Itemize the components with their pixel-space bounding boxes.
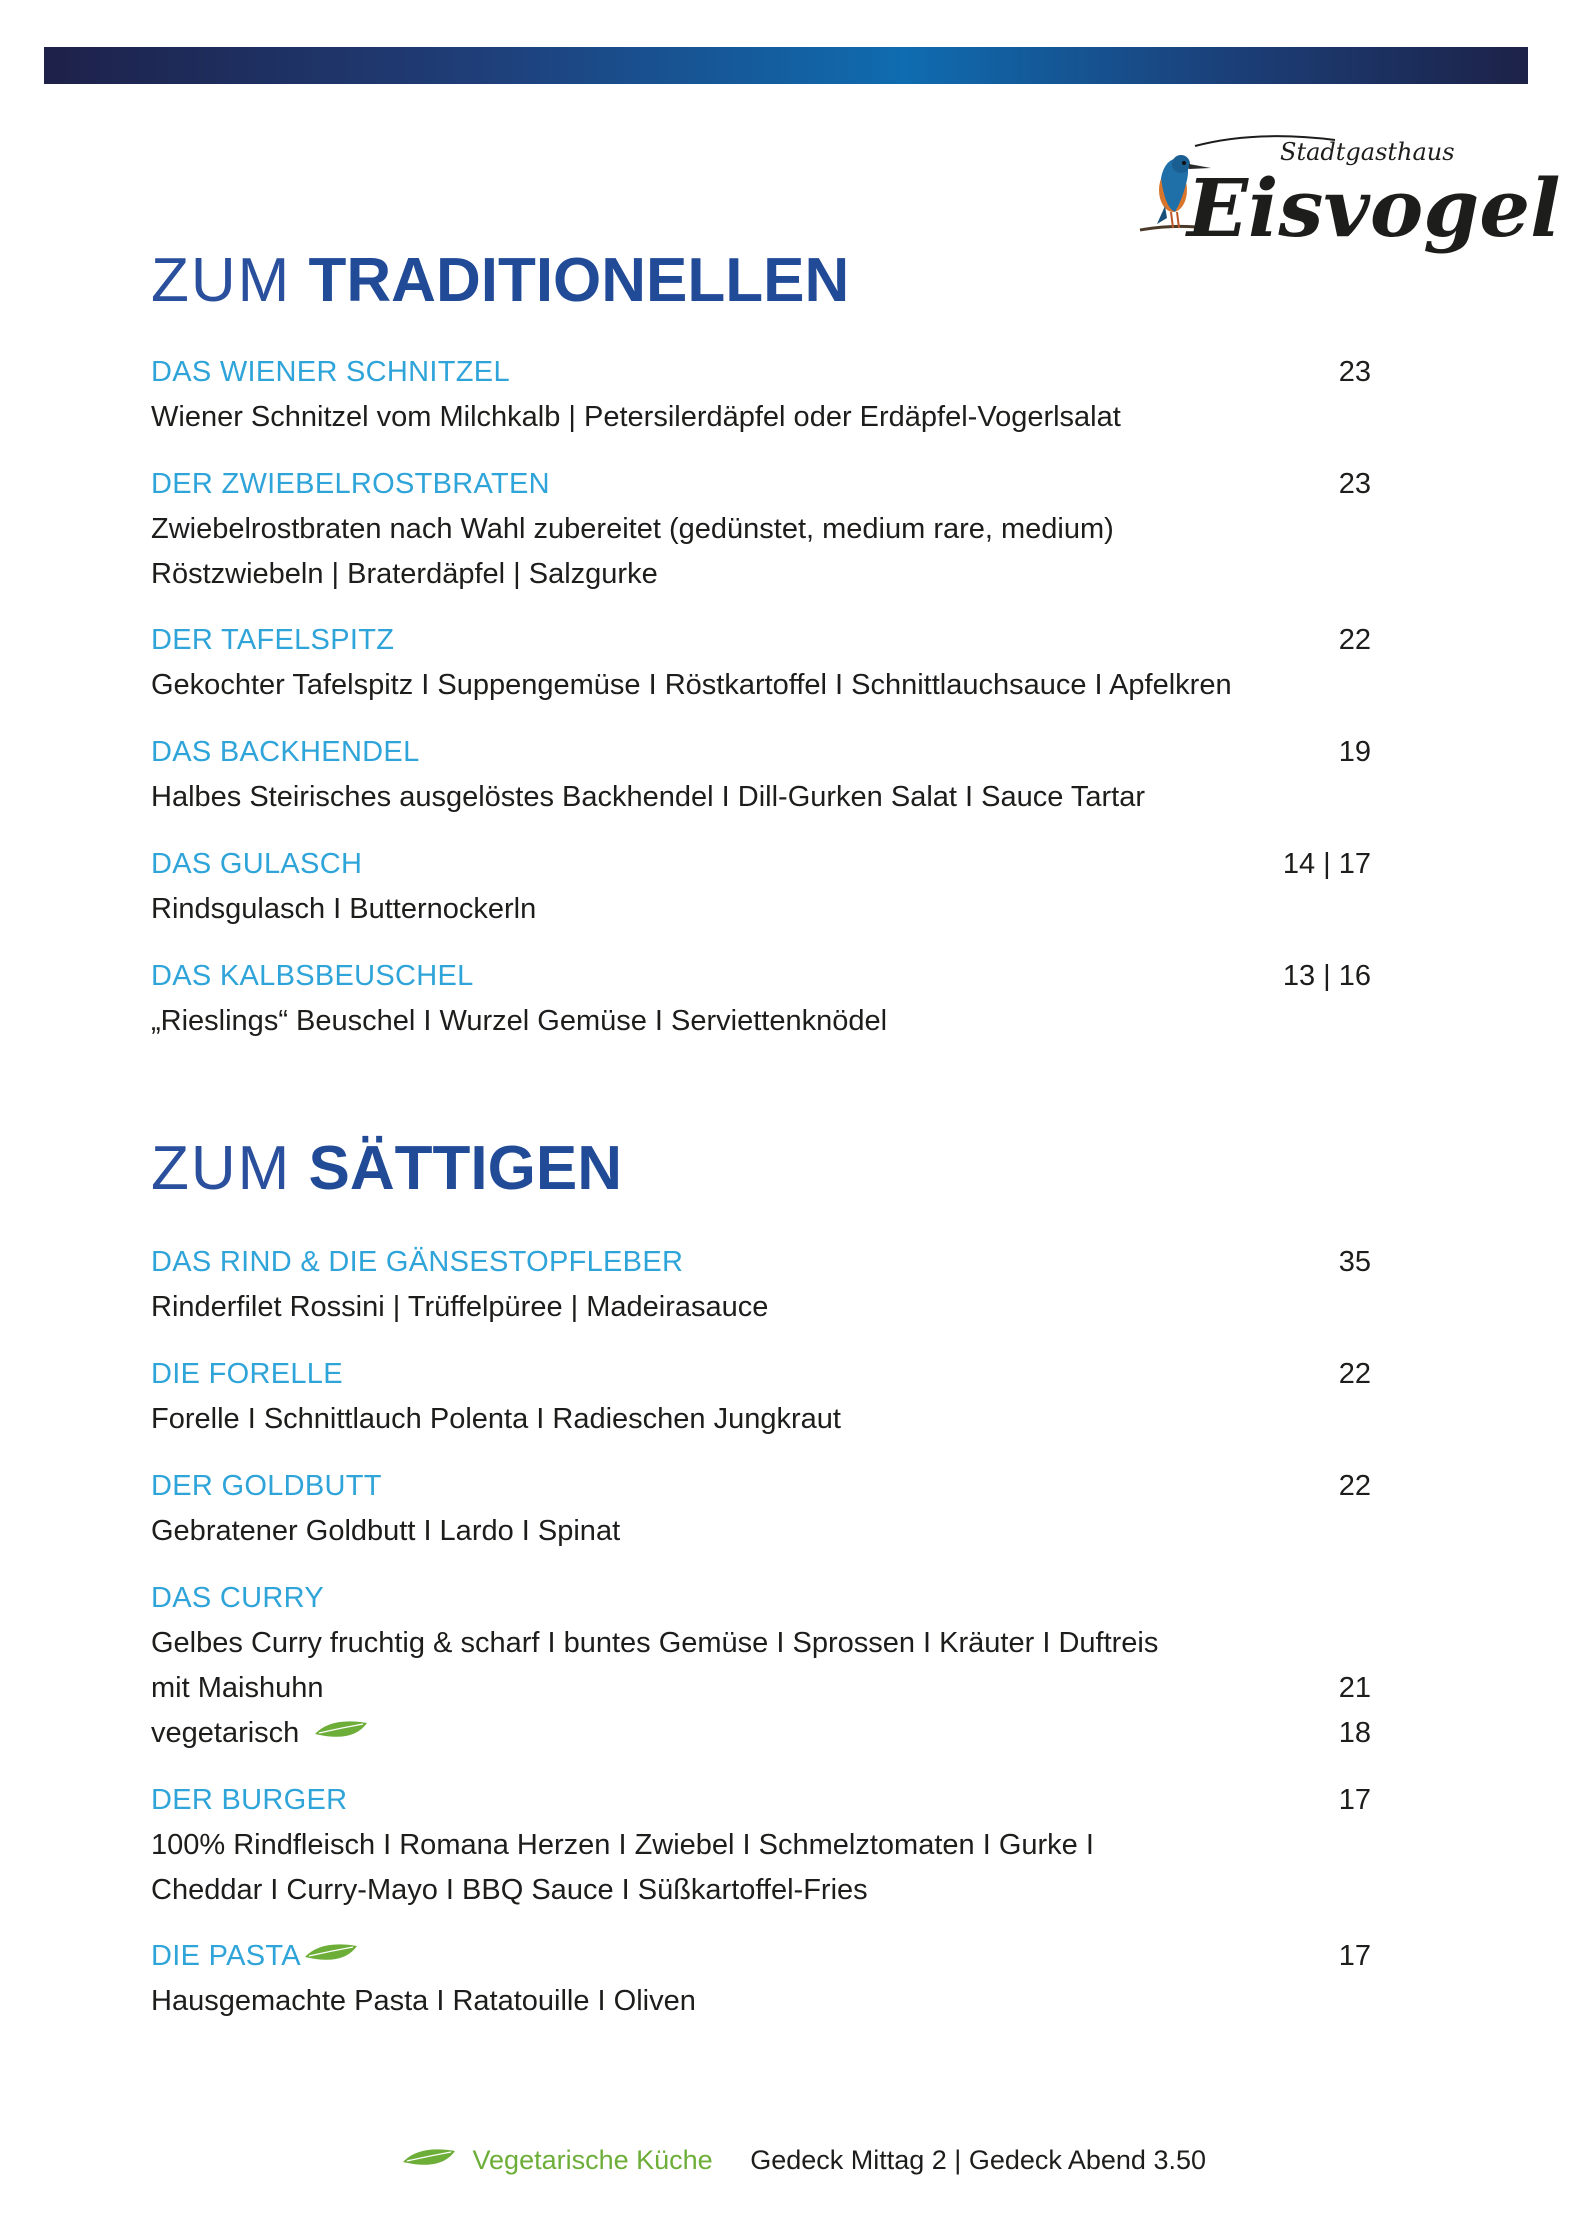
menu-item-pasta bbox=[151, 1934, 1371, 2024]
item-price: 22 bbox=[1338, 1358, 1371, 1390]
item-price: 22 bbox=[1338, 624, 1371, 656]
menu-item-gulasch bbox=[151, 842, 1371, 932]
item-description: Röstzwiebeln | Braterdäpfel | Salzgurke bbox=[151, 558, 658, 590]
section-title-bold: SÄTTIGEN bbox=[308, 1134, 622, 1203]
item-option-maishuhn bbox=[151, 1666, 1371, 1711]
item-description: Wiener Schnitzel vom Milchkalb | Petersilerdäpfel oder Erdäpfel-Vogerlsalat bbox=[151, 401, 1121, 433]
item-name: DER BURGER bbox=[151, 1784, 348, 1816]
item-price: 22 bbox=[1338, 1470, 1371, 1502]
item-name: DAS CURRY bbox=[151, 1582, 324, 1614]
item-description: Rinderfilet Rossini | Trüffelpüree | Madeirasauce bbox=[151, 1291, 769, 1323]
item-name: DAS BACKHENDEL bbox=[151, 736, 420, 768]
menu-item-wiener-schnitzel bbox=[151, 350, 1371, 440]
item-price: 17 bbox=[1338, 1784, 1371, 1816]
footer bbox=[395, 2140, 1206, 2180]
item-description: Gebratener Goldbutt I Lardo I Spinat bbox=[151, 1515, 621, 1547]
logo-line1: Stadtgasthaus bbox=[1280, 138, 1455, 166]
vegetarian-legend: Vegetarische Küche bbox=[472, 2145, 713, 2175]
item-name: DAS WIENER SCHNITZEL bbox=[151, 356, 510, 388]
section-title-bold: TRADITIONELLEN bbox=[308, 246, 850, 315]
item-price: 23 bbox=[1338, 356, 1371, 388]
cover-charge-info: Gedeck Mittag 2 | Gedeck Abend 3.50 bbox=[750, 2145, 1206, 2175]
item-description: Forelle I Schnittlauch Polenta I Radieschen Jungkraut bbox=[151, 1403, 841, 1435]
item-name: DAS KALBSBEUSCHEL bbox=[151, 960, 474, 992]
menu-item-burger bbox=[151, 1778, 1371, 1913]
item-name: DIE PASTA bbox=[151, 1940, 301, 1972]
option-price: 21 bbox=[1338, 1672, 1371, 1704]
item-price: 14 | 17 bbox=[1282, 848, 1371, 880]
item-description: Zwiebelrostbraten nach Wahl zubereitet (gedünstet, medium rare, medium) bbox=[151, 513, 1114, 545]
item-name: DAS RIND & DIE GÄNSESTOPFLEBER bbox=[151, 1246, 684, 1278]
menu-item-backhendel bbox=[151, 730, 1371, 820]
item-price: 19 bbox=[1338, 736, 1371, 768]
menu-item-forelle bbox=[151, 1352, 1371, 1442]
leaf-icon bbox=[401, 2142, 457, 2182]
kingfisher-logo-icon bbox=[1135, 128, 1561, 263]
logo-line2: Eisvogel bbox=[1187, 161, 1561, 255]
option-label: mit Maishuhn bbox=[151, 1672, 324, 1704]
section-title-traditionellen bbox=[151, 246, 850, 315]
option-price: 18 bbox=[1338, 1717, 1371, 1749]
leaf-icon bbox=[313, 1712, 369, 1757]
menu-item-goldbutt bbox=[151, 1464, 1371, 1554]
item-price: 23 bbox=[1338, 468, 1371, 500]
item-description: Hausgemachte Pasta I Ratatouille I Oliven bbox=[151, 1985, 696, 2017]
restaurant-logo bbox=[1135, 128, 1561, 263]
item-price: 17 bbox=[1338, 1940, 1371, 1972]
item-name: DAS GULASCH bbox=[151, 848, 363, 880]
item-option-vegetarisch bbox=[151, 1711, 1371, 1756]
item-description: Halbes Steirisches ausgelöstes Backhendel I Dill-Gurken Salat I Sauce Tartar bbox=[151, 781, 1146, 813]
menu-item-zwiebelrostbraten bbox=[151, 462, 1371, 597]
section-title-saettigen bbox=[151, 1134, 622, 1203]
item-price: 35 bbox=[1338, 1246, 1371, 1278]
header-bar bbox=[44, 47, 1528, 84]
section-title-light: ZUM bbox=[151, 1134, 292, 1203]
item-description: Cheddar I Curry-Mayo I BBQ Sauce I Süßkartoffel-Fries bbox=[151, 1874, 868, 1906]
section-title-light: ZUM bbox=[151, 246, 292, 315]
item-name: DER GOLDBUTT bbox=[151, 1470, 382, 1502]
menu-item-curry bbox=[151, 1576, 1371, 1756]
item-description: Rindsgulasch I Butternockerln bbox=[151, 893, 537, 925]
menu-item-rind-gaensestopfleber bbox=[151, 1240, 1371, 1330]
menu-item-tafelspitz bbox=[151, 618, 1371, 708]
item-price: 13 | 16 bbox=[1282, 960, 1371, 992]
leaf-icon bbox=[303, 1935, 359, 1980]
item-description: „Rieslings“ Beuschel I Wurzel Gemüse I Serviettenknödel bbox=[151, 1005, 888, 1037]
item-description: 100% Rindfleisch I Romana Herzen I Zwiebel I Schmelztomaten I Gurke I bbox=[151, 1829, 1094, 1861]
menu-item-kalbsbeuschel bbox=[151, 954, 1371, 1044]
item-name: DER ZWIEBELROSTBRATEN bbox=[151, 468, 550, 500]
item-description: Gekochter Tafelspitz I Suppengemüse I Röstkartoffel I Schnittlauchsauce I Apfelkren bbox=[151, 669, 1232, 701]
option-label: vegetarisch bbox=[151, 1717, 300, 1749]
item-name: DIE FORELLE bbox=[151, 1358, 343, 1390]
item-name: DER TAFELSPITZ bbox=[151, 624, 395, 656]
item-description: Gelbes Curry fruchtig & scharf I buntes Gemüse I Sprossen I Kräuter I Duftreis bbox=[151, 1627, 1159, 1659]
